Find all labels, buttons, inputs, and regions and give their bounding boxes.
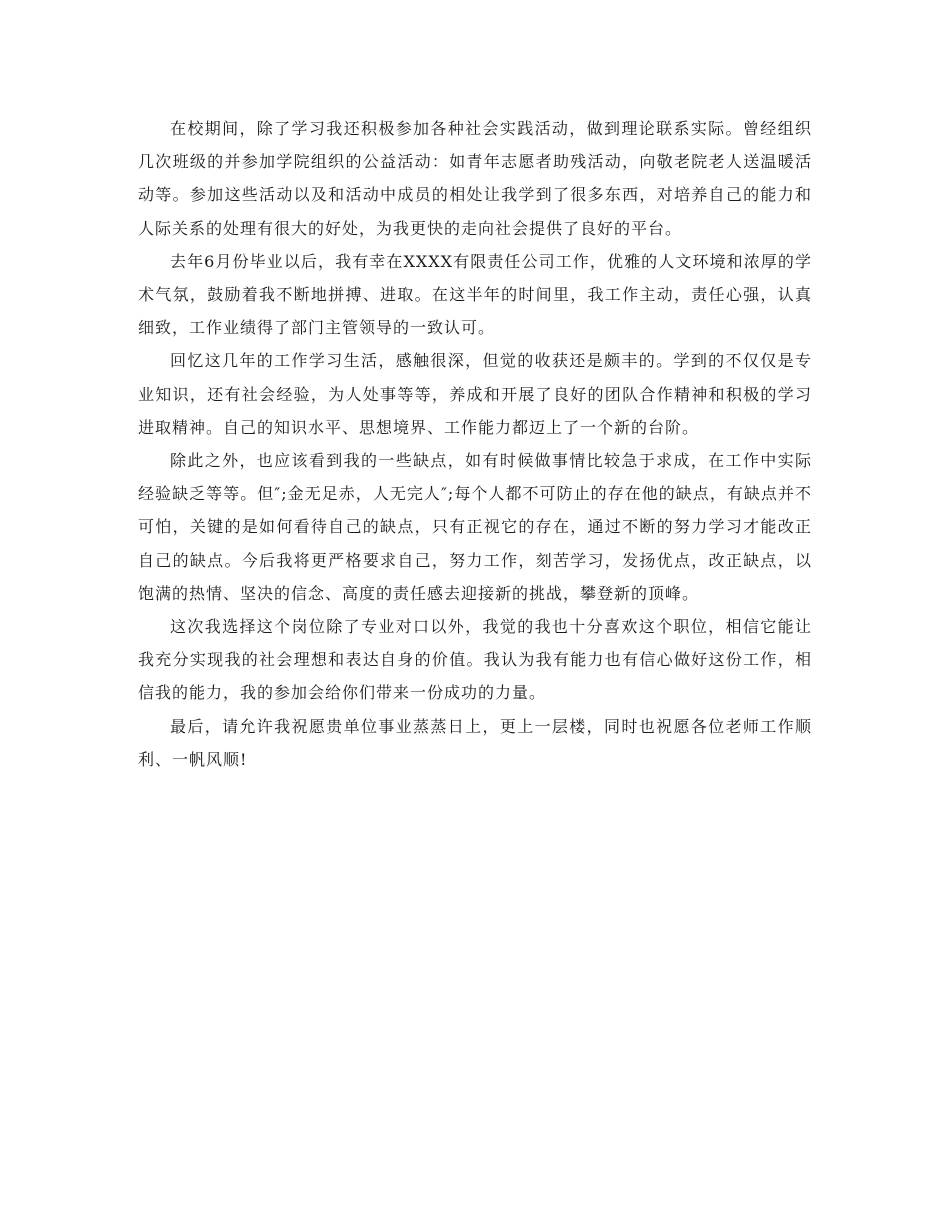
paragraph-work-experience: 去年6月份毕业以后，我有幸在XXXX有限责任公司工作，优雅的人文环境和浓厚的学术气氛，鼓励着我不断地拼搏、进取。在这半年的时间里，我工作主动，责任心强，认真细致，工作业绩得了部门主管领导的一致认可。	[138, 251, 812, 338]
paragraph-reflection: 回忆这几年的工作学习生活，感触很深，但觉的收获还是颇丰的。学到的不仅仅是专业知识，还有社会经验，为人处事等等，养成和开展了良好的团队合作精神和积极的学习进取精神。自己的知识水平、思想境界、工作能力都迈上了一个新的台阶。	[138, 351, 812, 437]
paragraph-closing-wishes: 最后，请允许我祝愿贵单位事业蒸蒸日上，更上一层楼，同时也祝愿各位老师工作顺利、一帆风顺!	[138, 716, 812, 769]
document-body	[138, 112, 812, 776]
paragraph-campus-activities: 在校期间，除了学习我还积极参加各种社会实践活动，做到理论联系实际。曾经组织几次班级的并参加学院组织的公益活动：如青年志愿者助残活动，向敬老院老人送温暖活动等。参加这些活动以及和活动中成员的相处让我学到了很多东西，对培养自己的能力和人际关系的处理有很大的好处，为我更快的走向社会提供了良好的平台。	[138, 119, 812, 238]
paragraph-position-choice: 这次我选择这个岗位除了专业对口以外，我觉的我也十分喜欢这个职位，相信它能让我充分实现我的社会理想和表达自身的价值。我认为我有能力也有信心做好这份工作，相信我的能力，我的参加会给你们带来一份成功的力量。	[138, 617, 812, 703]
paragraph-shortcomings: 除此之外，也应该看到我的一些缺点，如有时候做事情比较急于求成，在工作中实际经验缺乏等等。但″;金无足赤，人无完人″;每个人都不可防止的存在他的缺点，有缺点并不可怕，关键的是如何看待自己的缺点，只有正视它的存在，通过不断的努力学习才能改正自己的缺点。今后我将更严格要求自己，努力工作，刻苦学习，发扬优点，改正缺点，以饱满的热情、坚决的信念、高度的责任感去迎接新的挑战，攀登新的顶峰。	[138, 451, 812, 603]
